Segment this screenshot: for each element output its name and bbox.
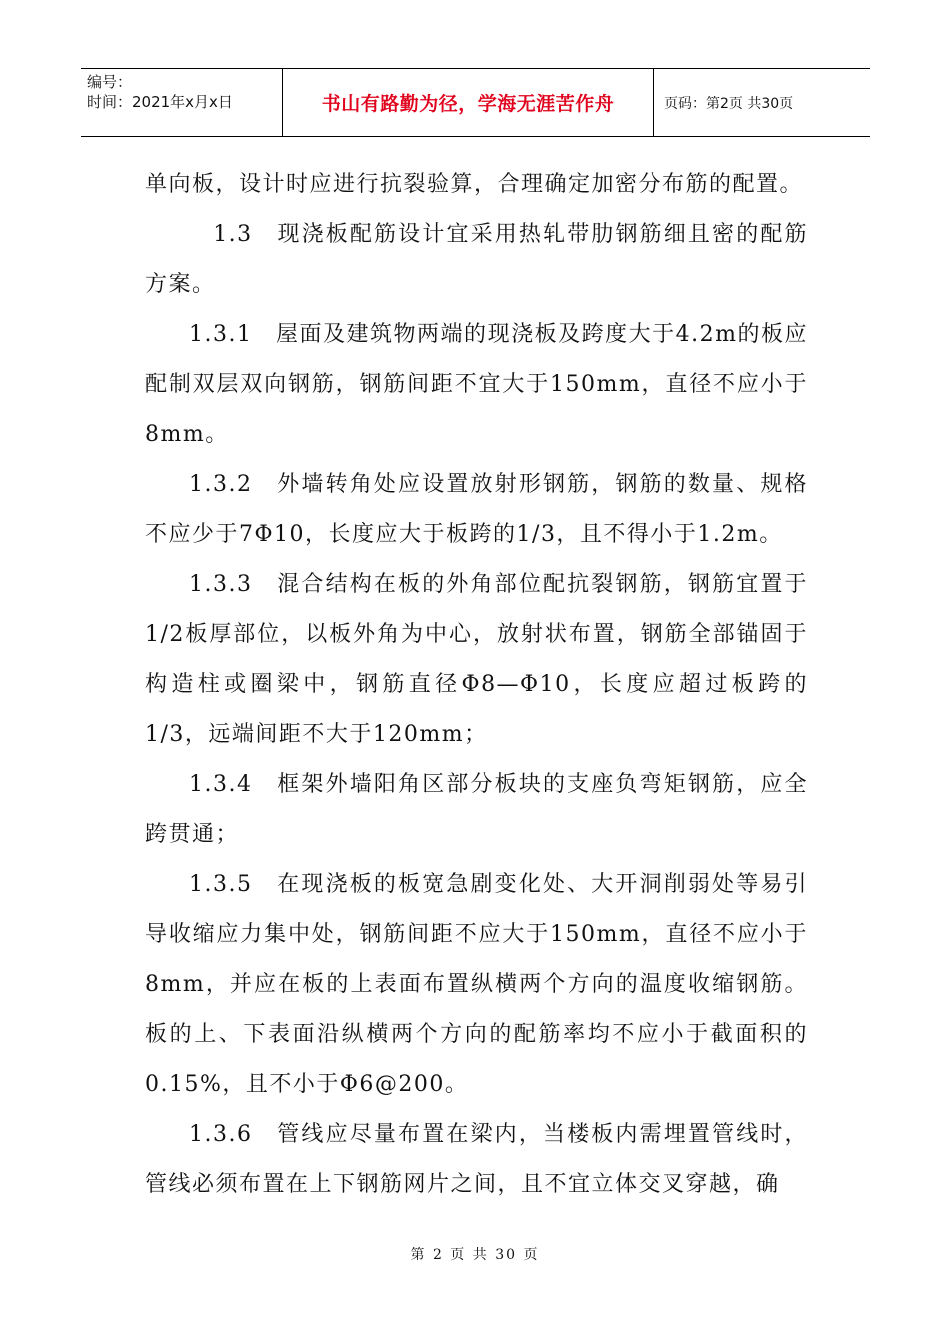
- time-label: 时间：2021年x月x日: [87, 93, 233, 111]
- header-page-cell: [654, 69, 870, 136]
- page-footer: 第 2 页 共 30 页: [410, 1247, 540, 1263]
- header-motto-cell: [283, 69, 654, 136]
- paragraph-1-3-4: 1.3.4 框架外墙阳角区部分板块的支座负弯矩钢筋，应全跨贯通；: [145, 772, 808, 847]
- document-body: [145, 160, 808, 1210]
- header-motto: 书山有路勤为径，学海无涯苦作舟: [321, 93, 615, 115]
- paragraph-1-3: 1.3 现浇板配筋设计宜采用热轧带肋钢筋细且密的配筋方案。: [145, 222, 808, 297]
- paragraph-1-3-1: 1.3.1 屋面及建筑物两端的现浇板及跨度大于4.2m的板应配制双层双向钢筋，钢筋间距不宜大于150mm，直径不应小于8mm。: [145, 322, 808, 447]
- paragraph-1-3-5: 1.3.5 在现浇板的板宽急剧变化处、大开洞削弱处等易引导收缩应力集中处，钢筋间距不应大于150mm，直径不应小于8mm，并应在板的上表面布置纵横两个方向的温度收缩钢筋。板的上、下表面沿纵横两个方向的配筋率均不应小于截面积的0.15%，且不小于Φ6@200。: [145, 872, 808, 1097]
- paragraph-continuation: 单向板，设计时应进行抗裂验算，合理确定加密分布筋的配置。: [145, 172, 804, 197]
- number-label: 编号：: [87, 73, 133, 91]
- paragraph-1-3-6: 1.3.6 管线应尽量布置在梁内，当楼板内需埋置管线时，管线必须布置在上下钢筋网片之间，且不宜立体交叉穿越，确: [145, 1122, 808, 1197]
- header-page-code: 页码：第2页 共30页: [664, 95, 794, 112]
- paragraph-1-3-2: 1.3.2 外墙转角处应设置放射形钢筋，钢筋的数量、规格不应少于7Φ10，长度应大于板跨的1/3，且不得小于1.2m。: [145, 472, 808, 547]
- header-meta-cell: [81, 69, 283, 136]
- document-header: [81, 68, 870, 137]
- paragraph-1-3-3: 1.3.3 混合结构在板的外角部位配抗裂钢筋，钢筋宜置于1/2板厚部位，以板外角为中心，放射状布置，钢筋全部锚固于构造柱或圈梁中，钢筋直径Φ8—Φ10，长度应超过板跨的1/3，远端间距不大于120mm；: [145, 572, 808, 747]
